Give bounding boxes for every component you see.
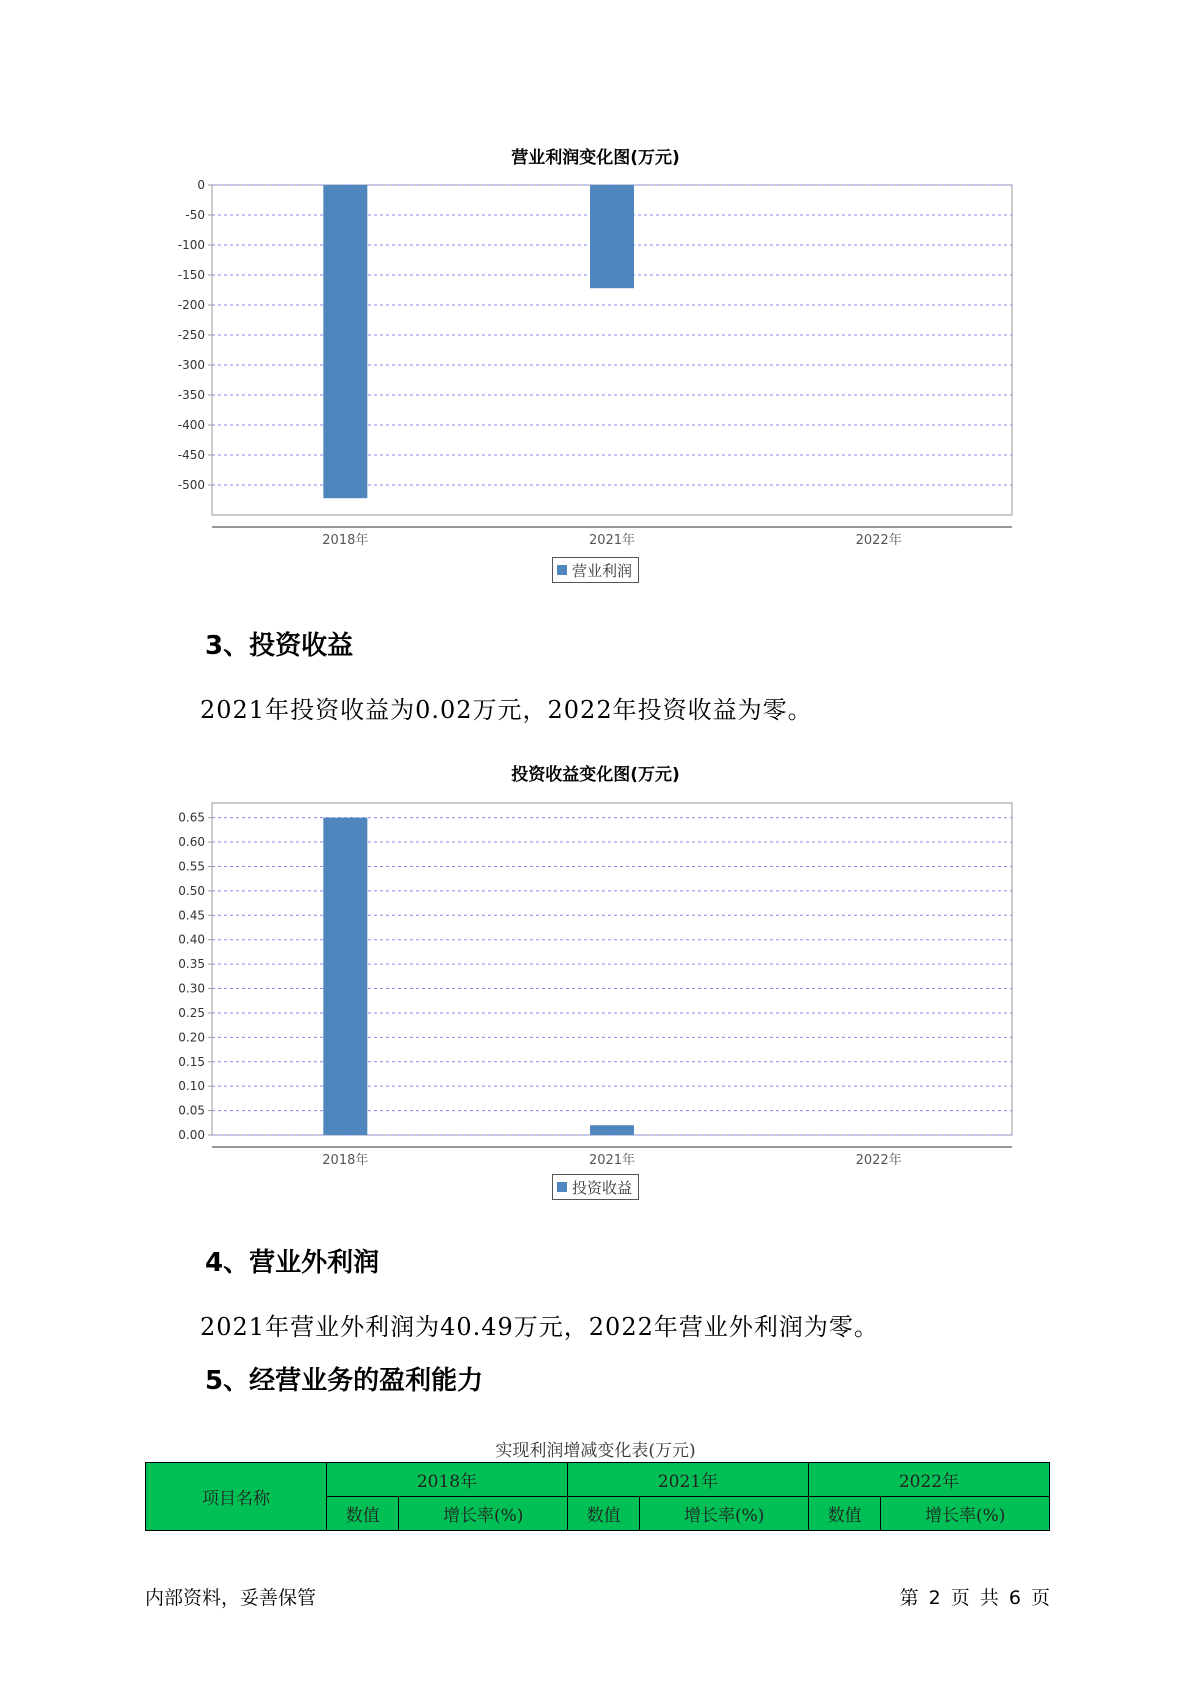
- legend-label: 投资收益: [572, 1178, 633, 1197]
- investment-income-text: 2021年投资收益为0.02万元，2022年投资收益为零。: [200, 696, 813, 724]
- y-tick-label: -150: [177, 268, 205, 282]
- y-tick-label: 0.05: [178, 1103, 205, 1118]
- value-header: 数值: [808, 1497, 880, 1531]
- y-tick-label: 0.65: [178, 810, 205, 825]
- y-tick-label: -500: [177, 478, 205, 492]
- y-tick-label: 0.20: [178, 1030, 205, 1045]
- year-header: 2022年: [808, 1463, 1049, 1497]
- y-tick-label: -400: [177, 418, 205, 432]
- chart-title: 营业利润变化图(万元): [511, 148, 680, 168]
- y-tick-label: 0.35: [178, 957, 205, 972]
- legend-label: 营业利润: [572, 561, 633, 580]
- x-tick-label: 2022年: [855, 533, 902, 548]
- section-heading-investment-income: 3、投资收益: [205, 631, 354, 661]
- bar: [590, 1125, 634, 1135]
- chart-title: 投资收益变化图(万元): [511, 765, 680, 785]
- profit-change-table: [145, 1462, 1050, 1531]
- y-tick-label: -200: [177, 298, 205, 312]
- x-tick-label: 2018年: [322, 1153, 369, 1168]
- y-tick-label: -450: [177, 448, 205, 462]
- section-heading-non-operating-profit: 4、营业外利润: [205, 1248, 380, 1278]
- bar: [323, 818, 367, 1135]
- value-header: 数值: [327, 1497, 399, 1531]
- chart-legend: [552, 1174, 639, 1200]
- y-tick-label: -350: [177, 388, 205, 402]
- section-heading-profitability: 5、经营业务的盈利能力: [205, 1366, 484, 1396]
- non-operating-profit-text: 2021年营业外利润为40.49万元，2022年营业外利润为零。: [200, 1313, 879, 1341]
- y-tick-label: 0.40: [178, 932, 205, 947]
- y-tick-label: 0.45: [178, 908, 205, 923]
- y-tick-label: -250: [177, 328, 205, 342]
- item-name-header: 项目名称: [146, 1463, 327, 1531]
- growth-header: 增长率(%): [640, 1497, 809, 1531]
- x-tick-label: 2021年: [588, 533, 636, 548]
- y-tick-label: -50: [185, 208, 205, 222]
- y-tick-label: -300: [177, 358, 205, 372]
- y-tick-label: -100: [177, 238, 205, 252]
- y-tick-label: 0.15: [178, 1054, 205, 1069]
- y-tick-label: 0.60: [178, 835, 205, 850]
- year-header: 2021年: [567, 1463, 808, 1497]
- y-tick-label: 0.00: [178, 1128, 205, 1142]
- footer-confidential-note: 内部资料，妥善保管: [145, 1587, 317, 1609]
- year-header: 2018年: [327, 1463, 568, 1497]
- table-caption: 实现利润增减变化表(万元): [495, 1441, 696, 1461]
- y-tick-label: 0.25: [178, 1005, 205, 1020]
- footer-page-number: 第 2 页 共 6 页: [899, 1587, 1050, 1609]
- y-tick-label: 0.50: [178, 883, 205, 898]
- value-header: 数值: [567, 1497, 639, 1531]
- y-tick-label: 0: [197, 178, 205, 192]
- x-tick-label: 2021年: [588, 1153, 636, 1168]
- x-tick-label: 2022年: [855, 1153, 902, 1168]
- y-tick-label: 0.55: [178, 859, 205, 874]
- y-tick-label: 0.10: [178, 1079, 205, 1094]
- x-tick-label: 2018年: [322, 533, 369, 548]
- legend-swatch: [557, 1182, 567, 1192]
- growth-header: 增长率(%): [399, 1497, 568, 1531]
- growth-header: 增长率(%): [881, 1497, 1050, 1531]
- y-tick-label: 0.30: [178, 981, 205, 996]
